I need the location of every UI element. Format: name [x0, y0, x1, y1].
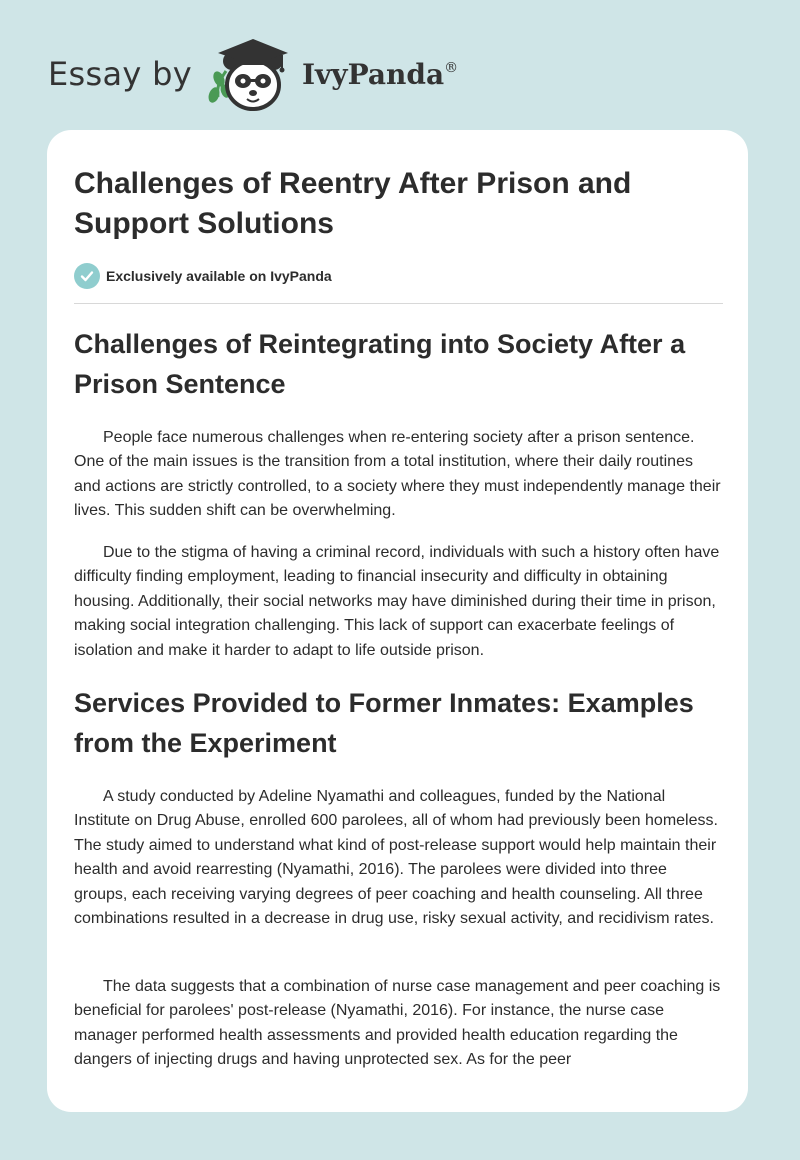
exclusive-badge: [74, 263, 332, 289]
section-heading: Challenges of Reintegrating into Society After a Prison Sentence: [74, 329, 686, 399]
paragraph: People face numerous challenges when re-entering society after a prison sentence. One of the main issues is the transition from a total institution, where their daily routines and actions are strictly controlled, to a society where they must independently manage their lives. This sudden shift can be overwhelming.: [74, 429, 721, 520]
paragraph: A study conducted by Adeline Nyamathi and colleagues, funded by the National Institute on Drug Abuse, enrolled 600 parolees, all of whom had previously been homeless. The study aimed to understand what kind of post-release support would help maintain their health and avoid rearresting (Nyamathi, 2016). The parolees were divided into three groups, each receiving varying degrees of peer coaching and health counseling. All three combinations resulted in a decrease in drug use, risky sexual activity, and recidivism rates.: [74, 788, 718, 928]
badge-text: Exclusively available on IvyPanda: [106, 268, 332, 284]
panda-graduate-icon[interactable]: [206, 35, 294, 113]
paragraph: Due to the stigma of having a criminal record, individuals with such a history often have difficulty finding employment, leading to financial insecurity and difficulty in obtaining housing. Additionally, their social networks may have diminished during their time in prison, making social integration challenging. This lack of support can exacerbate feelings of isolation and make it harder to adapt to life outside prison.: [74, 544, 720, 659]
check-icon: [74, 263, 100, 289]
registered-mark: ®: [444, 59, 459, 76]
article-card: [47, 130, 748, 1112]
page-title: Challenges of Reentry After Prison and Support Solutions: [74, 167, 632, 240]
divider: [74, 303, 723, 304]
site-header: [48, 34, 458, 114]
paragraph: The data suggests that a combination of nurse case management and peer coaching is beneficial for parolees' post-release (Nyamathi, 2016). For instance, the nurse case manager performed health assessments and provided health education regarding the dangers of injecting drugs and having unprotected sex. As for the peer: [74, 978, 721, 1069]
brand-name[interactable]: IvyPanda®: [301, 57, 459, 91]
essay-by-label: Essay by: [48, 55, 192, 93]
section-heading: Services Provided to Former Inmates: Examples from the Experiment: [74, 688, 694, 758]
